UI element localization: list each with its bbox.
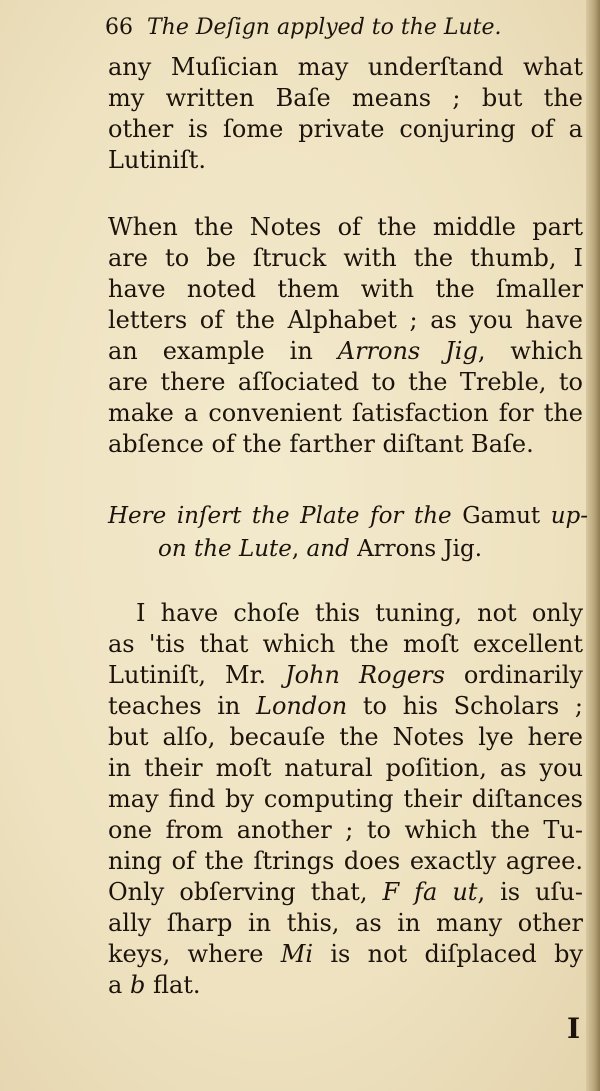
italic-run: on the Lute	[158, 536, 292, 562]
running-header	[105, 10, 585, 46]
text-run: ordinarily	[444, 661, 583, 689]
caption-line	[108, 500, 588, 533]
paragraph-2	[108, 212, 583, 460]
text-run: Only obſerving that,	[108, 878, 383, 906]
text-line: in their moſt natural poſition, as you	[108, 754, 583, 782]
catchword: I	[567, 1012, 581, 1045]
text-line: make a convenient ſatisfaction for the	[108, 399, 583, 427]
caption-line	[108, 533, 588, 566]
text-line: as 'tis that which the moſt excellent	[108, 630, 583, 658]
text-line	[108, 970, 583, 1001]
text-line	[108, 939, 583, 970]
text-line	[108, 336, 583, 367]
text-line: my written Baſe means ; but the	[108, 84, 583, 112]
text-run: flat.	[145, 971, 201, 999]
italic-run: Here inſert the Plate for the	[108, 503, 452, 529]
text-line: other is ſome private conjuring of a	[108, 115, 583, 143]
text-run: Gamut	[451, 503, 551, 529]
text-line: have noted them with the ſmaller	[108, 275, 583, 303]
text-line: are there aſſociated to the Treble, to	[108, 368, 583, 396]
text-run: , is uſu-	[477, 878, 583, 906]
italic-run: up-	[550, 503, 588, 529]
text-line: abſence of the farther diſtant Baſe.	[108, 430, 534, 458]
page-gutter-edge	[586, 0, 600, 1091]
text-run: keys, where	[108, 940, 281, 968]
italic-run: F fa ut	[382, 878, 478, 906]
text-line: any Muſician may underſtand what	[108, 53, 583, 81]
text-line	[108, 877, 583, 908]
italic-run: Mi	[280, 940, 314, 968]
text-line: are to be ſtruck with the thumb, I	[108, 244, 583, 272]
text-line: letters of the Alphabet ; as you have	[108, 306, 583, 334]
italic-run: b	[129, 971, 146, 999]
text-run: teaches in	[108, 692, 257, 720]
text-line: one from another ; to which the Tu-	[108, 816, 583, 844]
running-title: The Deſign applyed to the Lute.	[147, 15, 502, 40]
page-number: 66	[105, 15, 133, 40]
text-line: I have choſe this tuning, not only	[136, 599, 583, 627]
text-run: Lutiniſt, Mr.	[108, 661, 286, 689]
italic-run: London	[256, 692, 348, 720]
text-line: ally ſharp in this, as in many other	[108, 909, 583, 937]
text-line: ning of the ſtrings does exactly agree.	[108, 847, 583, 875]
paragraph-1	[108, 52, 583, 176]
text-line: but alſo, becauſe the Notes lye here	[108, 723, 583, 751]
text-line	[108, 691, 583, 722]
text-run: ,	[291, 536, 307, 562]
text-run: , which	[477, 337, 583, 365]
text-line: may find by computing their diſtances	[108, 785, 583, 813]
text-run: to his Scholars ;	[347, 692, 583, 720]
text-run: is not diſplaced by	[313, 940, 584, 968]
italic-run: John Rogers	[285, 661, 445, 689]
text-line: When the Notes of the middle part	[108, 213, 583, 241]
text-run: an example in	[108, 337, 338, 365]
paragraph-3	[108, 598, 583, 1001]
italic-run: and	[306, 536, 350, 562]
text-run: a	[108, 971, 130, 999]
text-line	[108, 660, 583, 691]
italic-run: Arrons Jig	[337, 337, 478, 365]
text-line: Lutiniſt.	[108, 146, 207, 174]
plate-caption	[108, 500, 588, 566]
text-run: Arrons Jig.	[349, 536, 483, 562]
